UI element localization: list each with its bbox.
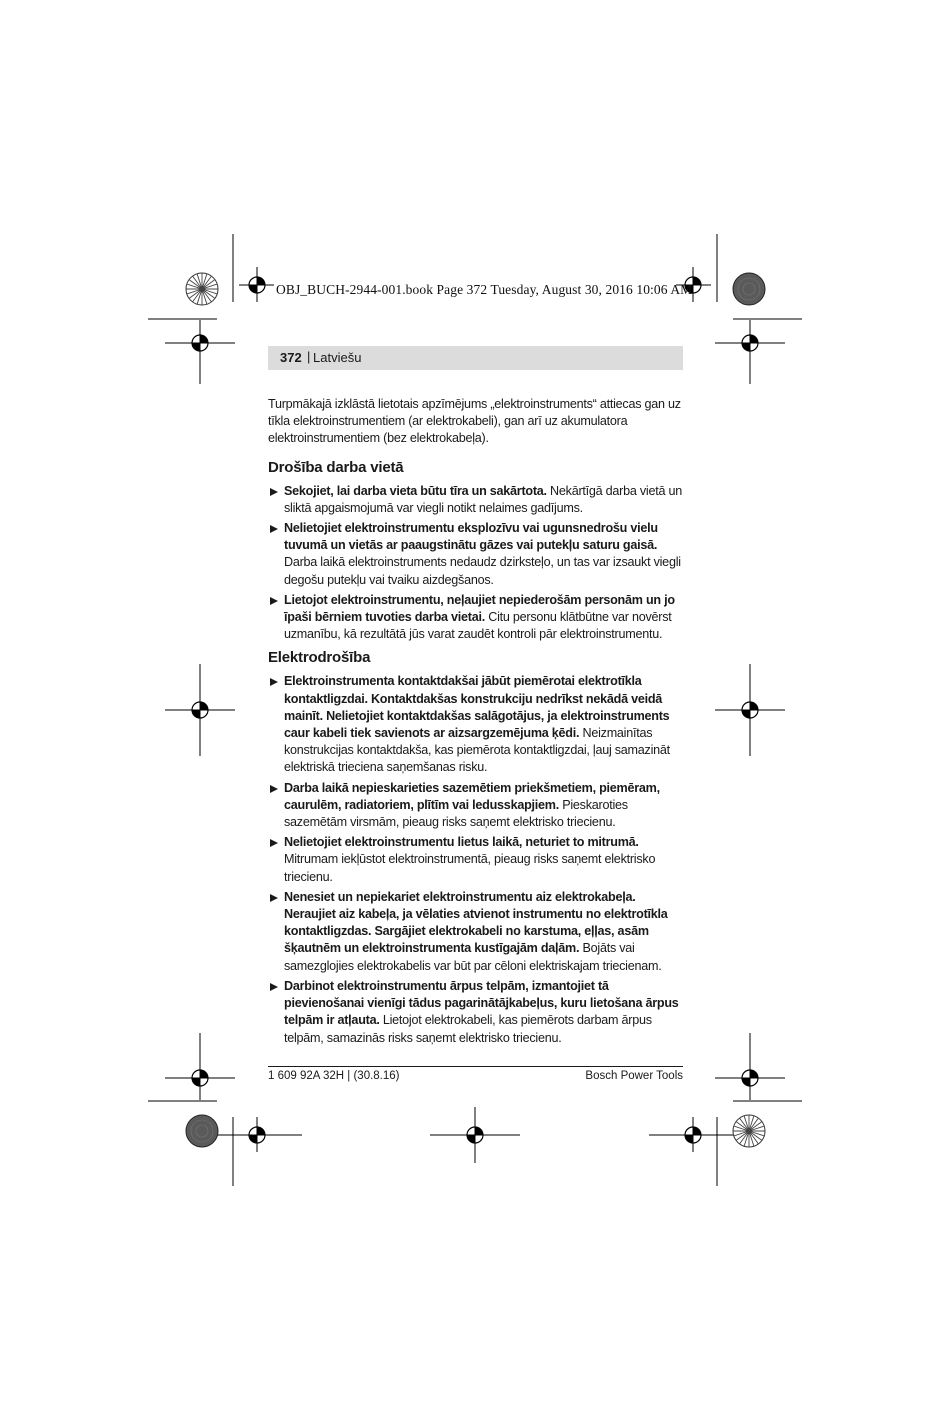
list-item: Nelietojiet elektroinstrumentu lietus laikā, neturiet to mitrumā. Mitrumam iekļūstot elektroinstrumentā, pieaug risks saņemt elektrisko triecienu. [268, 834, 683, 886]
bullet-triangle-icon [270, 488, 278, 496]
bullet-triangle-icon [270, 678, 278, 686]
intro-paragraph: Turpmākajā izklāstā lietotais apzīmējums „elektroinstruments“ attiecas gan uz tīkla elektroinstrumentiem (ar elektrokabeli), gan arī uz akumulatora elektroinstrumentiem (bez elektrokabeļa). [268, 397, 681, 446]
page-number: 372 [280, 350, 302, 365]
list-item: Nelietojiet elektroinstrumentu eksplozīvu vai ugunsnedrošu vielu tuvumā un vietās ar paaugstinātu gāzes vai putekļu saturu gaisā. Darba laikā elektroinstruments nedaudz dzirksteļo, un tas var izsaukt viegli degošu putekļu vai tvaiku aizdegšanos. [268, 520, 683, 589]
section-title-electrical-safety: Elektrodrošība [268, 649, 371, 667]
bullet-triangle-icon [270, 983, 278, 991]
bullet-triangle-icon [270, 597, 278, 605]
list-item: Elektroinstrumenta kontaktdakšai jābūt piemērotai elektrotīkla kontaktligzdai. Kontaktdakšas konstrukciju nedrīkst nekādā veidā mainīt. Nelietojiet kontaktdakšas salāgotājus, ja elektroinstruments caur kabeli tiek savienots ar aizsargzemējuma ķēdi. Neizmainītas konstrukcijas kontaktdakša, kas piemērota kontaktligzdai, ļauj samazināt elektriskā trieciena saņemšanas risku. [268, 673, 683, 776]
bullet-triangle-icon [270, 894, 278, 902]
bullet-triangle-icon [270, 525, 278, 533]
work-area-safety-list [268, 483, 683, 644]
list-item: Nenesiet un nepiekariet elektroinstrumentu aiz elektrokabeļa. Neraujiet aiz kabeļa, ja vēlaties atvienot instrumentu no elektrotīkla kontaktligzdas. Sargājiet elektrokabeli no karstuma, eļļas, asām šķautnēm un elektroinstrumenta kustīgajām daļām. Bojāts vai samezglojies elektrokabelis var būt par cēloni elektriskajam triecienam. [268, 889, 683, 975]
list-item: Lietojot elektroinstrumentu, neļaujiet nepiederošām personām un jo īpaši bērniem tuvoties darba vietai. Citu personu klātbūtne var novērst uzmanību, kā rezultātā jūs varat zaudēt kontroli pār elektroinstrumentu. [268, 592, 683, 644]
list-item: Darba laikā nepieskarieties sazemētiem priekšmetiem, piemēram, caurulēm, radiatoriem, plītīm vai ledusskapjiem. Pieskaroties sazemētām virsmām, pieaug risks saņemt elektrisko triecienu. [268, 780, 683, 832]
footer-document-number: 1 609 92A 32H | (30.8.16) [268, 1070, 400, 1082]
page-header [268, 346, 683, 370]
list-item: Darbinot elektroinstrumentu ārpus telpām, izmantojiet tā pievienošanai vienīgi tādus pagarinātājkabeļus, kuru lietošana ārpus telpām ir atļauta. Lietojot elektrokabeli, kas piemērots darbam ārpus telpām, samazinās risks saņemt elektrisko triecienu. [268, 978, 683, 1047]
footer-divider [268, 1066, 683, 1067]
list-item: Sekojiet, lai darba vieta būtu tīra un sakārtota. Nekārtīgā darba vietā un sliktā apgaismojumā var viegli notikt nelaimes gadījums. [268, 483, 683, 517]
bullet-triangle-icon [270, 839, 278, 847]
bullet-triangle-icon [270, 785, 278, 793]
main-content [268, 396, 683, 1052]
footer-brand: Bosch Power Tools [585, 1070, 683, 1082]
language-label: Latviešu [313, 350, 362, 365]
electrical-safety-list [268, 673, 683, 1046]
section-title-work-area-safety: Drošība darba vietā [268, 458, 404, 476]
header-separator: | [307, 349, 311, 364]
file-slug: OBJ_BUCH-2944-001.book Page 372 Tuesday, August 30, 2016 10:06 AM [276, 282, 693, 297]
